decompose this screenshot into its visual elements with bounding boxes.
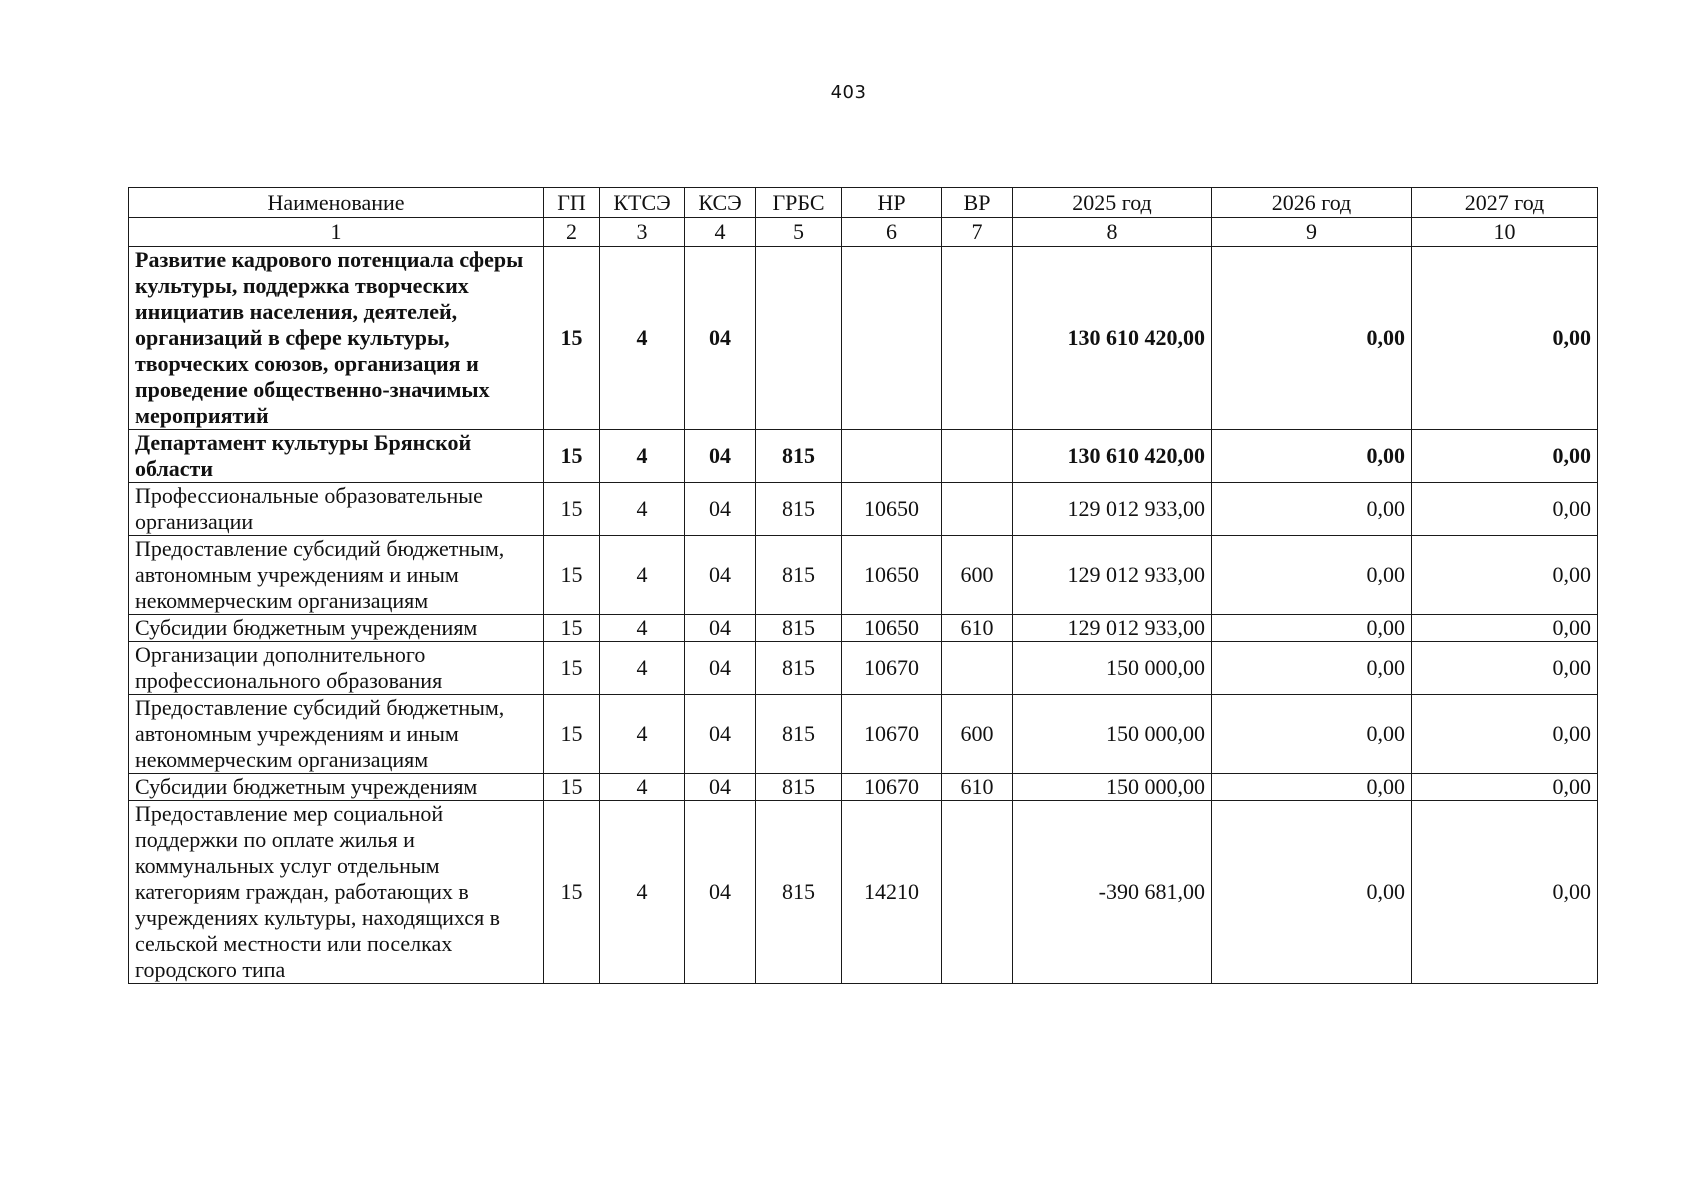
vr-cell: [942, 801, 1013, 984]
column-number: 6: [842, 218, 942, 247]
grbs-cell: 815: [756, 774, 842, 801]
amount-2027-cell: 0,00: [1412, 247, 1598, 430]
kse-cell: 04: [685, 247, 756, 430]
header-2027: 2027 год: [1412, 188, 1598, 218]
row-name-cell: Развитие кадрового потенциала сферы культуры, поддержка творческих инициатив населения, деятелей, организаций в сфере культуры, творческих союзов, организация и проведение общественно-значимых мероприятий: [129, 247, 544, 430]
gp-cell: 15: [544, 483, 600, 536]
amount-2026-cell: 0,00: [1212, 536, 1412, 615]
kse-cell: 04: [685, 536, 756, 615]
ktse-cell: 4: [600, 536, 685, 615]
amount-2026-cell: 0,00: [1212, 774, 1412, 801]
vr-cell: 600: [942, 695, 1013, 774]
nr-cell: [842, 247, 942, 430]
header-nr: НР: [842, 188, 942, 218]
amount-2025-cell: 130 610 420,00: [1013, 430, 1212, 483]
amount-2027-cell: 0,00: [1412, 615, 1598, 642]
table-row: [129, 536, 1598, 615]
nr-cell: 10650: [842, 615, 942, 642]
header-kse: КСЭ: [685, 188, 756, 218]
gp-cell: 15: [544, 430, 600, 483]
amount-2026-cell: 0,00: [1212, 247, 1412, 430]
grbs-cell: [756, 247, 842, 430]
table-body: [129, 247, 1598, 984]
kse-cell: 04: [685, 615, 756, 642]
nr-cell: 10650: [842, 536, 942, 615]
amount-2025-cell: 150 000,00: [1013, 695, 1212, 774]
nr-cell: 14210: [842, 801, 942, 984]
amount-2027-cell: 0,00: [1412, 483, 1598, 536]
kse-cell: 04: [685, 642, 756, 695]
kse-cell: 04: [685, 430, 756, 483]
amount-2027-cell: 0,00: [1412, 642, 1598, 695]
amount-2027-cell: 0,00: [1412, 536, 1598, 615]
budget-table: [128, 187, 1598, 984]
table-row: [129, 695, 1598, 774]
amount-2027-cell: 0,00: [1412, 801, 1598, 984]
grbs-cell: 815: [756, 801, 842, 984]
amount-2026-cell: 0,00: [1212, 483, 1412, 536]
amount-2027-cell: 0,00: [1412, 695, 1598, 774]
page-number: 403: [830, 82, 867, 103]
ktse-cell: 4: [600, 642, 685, 695]
ktse-cell: 4: [600, 774, 685, 801]
ktse-cell: 4: [600, 430, 685, 483]
nr-cell: 10670: [842, 695, 942, 774]
gp-cell: 15: [544, 695, 600, 774]
column-number: 8: [1013, 218, 1212, 247]
gp-cell: 15: [544, 774, 600, 801]
column-number: 5: [756, 218, 842, 247]
vr-cell: [942, 430, 1013, 483]
table-row: [129, 774, 1598, 801]
vr-cell: [942, 247, 1013, 430]
row-name-cell: Профессиональные образовательные организации: [129, 483, 544, 536]
grbs-cell: 815: [756, 695, 842, 774]
amount-2025-cell: 129 012 933,00: [1013, 483, 1212, 536]
ktse-cell: 4: [600, 615, 685, 642]
row-name-cell: Департамент культуры Брянской области: [129, 430, 544, 483]
table-row: [129, 430, 1598, 483]
kse-cell: 04: [685, 483, 756, 536]
vr-cell: [942, 642, 1013, 695]
row-name-cell: Субсидии бюджетным учреждениям: [129, 615, 544, 642]
table-row: [129, 801, 1598, 984]
row-name-cell: Организации дополнительного профессионального образования: [129, 642, 544, 695]
gp-cell: 15: [544, 615, 600, 642]
vr-cell: 610: [942, 615, 1013, 642]
amount-2026-cell: 0,00: [1212, 615, 1412, 642]
amount-2025-cell: 129 012 933,00: [1013, 615, 1212, 642]
gp-cell: 15: [544, 801, 600, 984]
table-row: [129, 483, 1598, 536]
amount-2025-cell: 129 012 933,00: [1013, 536, 1212, 615]
grbs-cell: 815: [756, 536, 842, 615]
table-row: [129, 642, 1598, 695]
column-number: 4: [685, 218, 756, 247]
gp-cell: 15: [544, 247, 600, 430]
nr-cell: 10670: [842, 774, 942, 801]
nr-cell: 10670: [842, 642, 942, 695]
vr-cell: 600: [942, 536, 1013, 615]
nr-cell: [842, 430, 942, 483]
column-number: 2: [544, 218, 600, 247]
column-number: 3: [600, 218, 685, 247]
header-grbs: ГРБС: [756, 188, 842, 218]
header-2026: 2026 год: [1212, 188, 1412, 218]
grbs-cell: 815: [756, 615, 842, 642]
column-number-row: [129, 218, 1598, 247]
header-2025: 2025 год: [1013, 188, 1212, 218]
column-number: 10: [1412, 218, 1598, 247]
amount-2026-cell: 0,00: [1212, 642, 1412, 695]
amount-2027-cell: 0,00: [1412, 774, 1598, 801]
amount-2025-cell: 150 000,00: [1013, 642, 1212, 695]
nr-cell: 10650: [842, 483, 942, 536]
column-number: 1: [129, 218, 544, 247]
column-number: 9: [1212, 218, 1412, 247]
ktse-cell: 4: [600, 247, 685, 430]
table-row: [129, 615, 1598, 642]
header-ktse: КТСЭ: [600, 188, 685, 218]
kse-cell: 04: [685, 774, 756, 801]
header-vr: ВР: [942, 188, 1013, 218]
amount-2026-cell: 0,00: [1212, 695, 1412, 774]
kse-cell: 04: [685, 695, 756, 774]
amount-2025-cell: 130 610 420,00: [1013, 247, 1212, 430]
row-name-cell: Предоставление субсидий бюджетным, автономным учреждениям и иным некоммерческим организациям: [129, 536, 544, 615]
grbs-cell: 815: [756, 483, 842, 536]
grbs-cell: 815: [756, 430, 842, 483]
row-name-cell: Предоставление мер социальной поддержки по оплате жилья и коммунальных услуг отдельным категориям граждан, работающих в учреждениях культуры, находящихся в сельской местности или поселках городского типа: [129, 801, 544, 984]
ktse-cell: 4: [600, 483, 685, 536]
table-row: [129, 247, 1598, 430]
vr-cell: 610: [942, 774, 1013, 801]
header-gp: ГП: [544, 188, 600, 218]
table-header-row: [129, 188, 1598, 218]
amount-2026-cell: 0,00: [1212, 430, 1412, 483]
kse-cell: 04: [685, 801, 756, 984]
row-name-cell: Предоставление субсидий бюджетным, автономным учреждениям и иным некоммерческим организациям: [129, 695, 544, 774]
gp-cell: 15: [544, 536, 600, 615]
amount-2026-cell: 0,00: [1212, 801, 1412, 984]
amount-2025-cell: 150 000,00: [1013, 774, 1212, 801]
gp-cell: 15: [544, 642, 600, 695]
amount-2027-cell: 0,00: [1412, 430, 1598, 483]
vr-cell: [942, 483, 1013, 536]
amount-2025-cell: -390 681,00: [1013, 801, 1212, 984]
column-number: 7: [942, 218, 1013, 247]
grbs-cell: 815: [756, 642, 842, 695]
header-name: Наименование: [129, 188, 544, 218]
ktse-cell: 4: [600, 695, 685, 774]
ktse-cell: 4: [600, 801, 685, 984]
row-name-cell: Субсидии бюджетным учреждениям: [129, 774, 544, 801]
